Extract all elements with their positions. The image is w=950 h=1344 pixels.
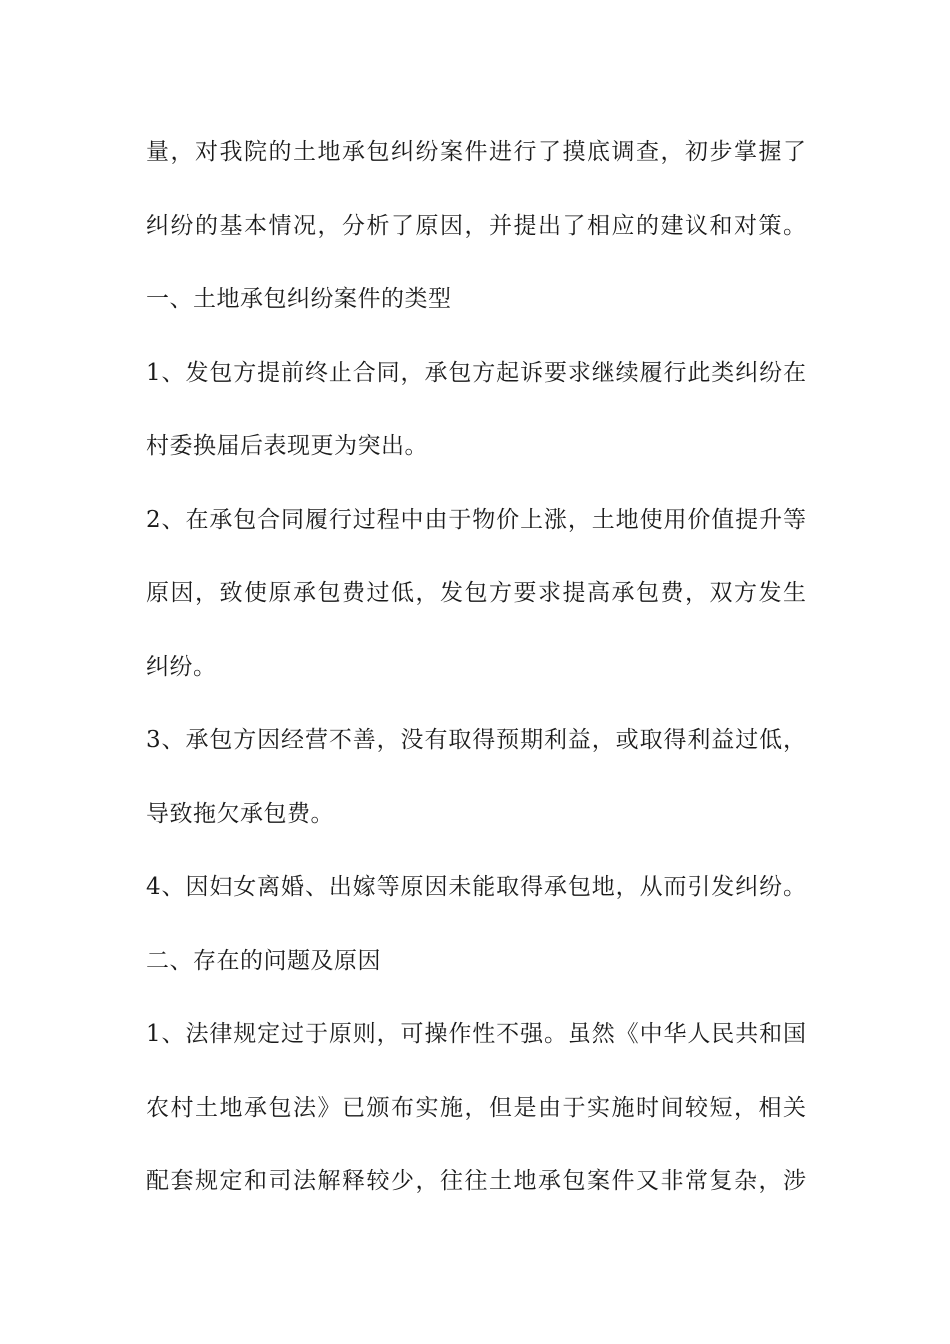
list-item-line: 3、承包方因经营不善，没有取得预期利益，或取得利益过低，: [146, 727, 806, 753]
paragraph-line: 量，对我院的土地承包纠纷案件进行了摸底调查，初步掌握了: [146, 139, 806, 165]
list-item-line: 2、在承包合同履行过程中由于物价上涨，土地使用价值提升等: [146, 506, 806, 533]
list-item-line: 1、发包方提前终止合同，承包方起诉要求继续履行此类纠纷在: [146, 359, 806, 386]
list-item-line: 村委换届后表现更为突出。: [146, 433, 428, 459]
list-item-line: 4、因妇女离婚、出嫁等原因未能取得承包地，从而引发纠纷。: [146, 874, 806, 900]
document-body: [146, 128, 806, 1231]
list-item-line: 导致拖欠承包费。: [146, 800, 334, 827]
section-heading: 二、存在的问题及原因: [146, 947, 381, 974]
list-item-line: 纠纷。: [146, 653, 217, 680]
list-item-line: 1、法律规定过于原则，可操作性不强。虽然《中华人民共和国: [146, 1021, 806, 1047]
list-item-line: 农村土地承包法》已颁布实施，但是由于实施时间较短，相关: [146, 1094, 806, 1121]
section-heading: 一、土地承包纠纷案件的类型: [146, 286, 452, 312]
list-item-line: 原因，致使原承包费过低，发包方要求提高承包费，双方发生: [146, 580, 806, 606]
paragraph-line: 纠纷的基本情况，分析了原因，并提出了相应的建议和对策。: [146, 212, 806, 239]
list-item-line: 配套规定和司法解释较少，往往土地承包案件又非常复杂，涉: [146, 1168, 806, 1194]
